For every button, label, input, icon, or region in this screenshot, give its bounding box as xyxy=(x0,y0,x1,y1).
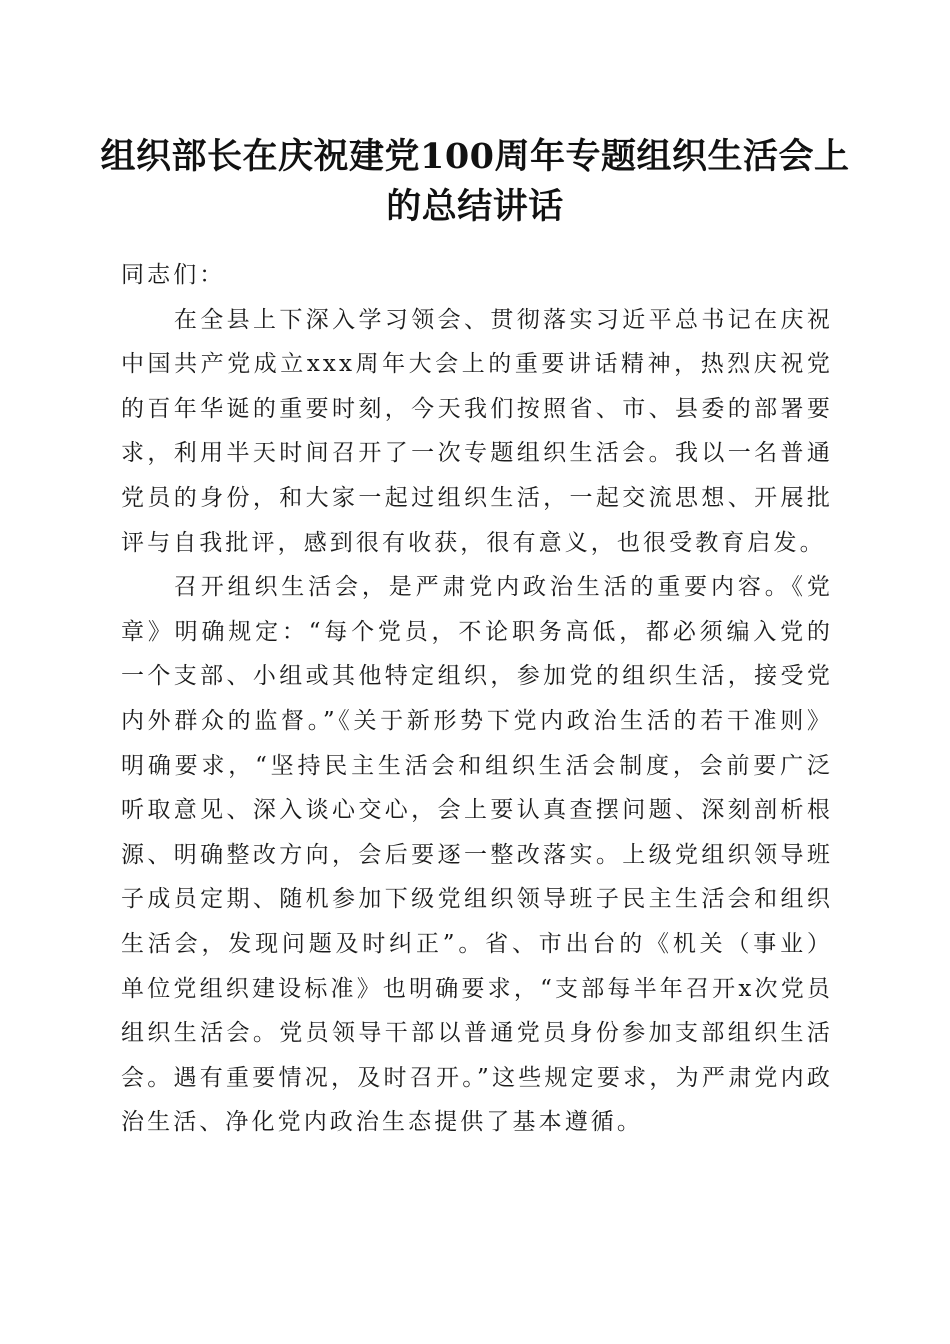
paragraph: 在全县上下深入学习领会、贯彻落实习近平总书记在庆祝中国共产党成立xxx周年大会上的重要讲话精神，热烈庆祝党的百年华诞的重要时刻，今天我们按照省、市、县委的部署要求，利用半天时间召开了一次专题组织生活会。我以一名普通党员的身份，和大家一起过组织生活，一起交流思想、开展批评与自我批评，感到很有收获，很有意义，也很受教育启发。 xyxy=(121,306,833,556)
document-body xyxy=(121,253,833,1145)
document-title: 组织部长在庆祝建党100周年专题组织生活会上的总结讲话 xyxy=(100,136,850,227)
salutation: 同志们： xyxy=(121,262,226,288)
paragraph: 召开组织生活会，是严肃党内政治生活的重要内容。《党章》明确规定：“每个党员，不论职务高低，都必须编入党的一个支部、小组或其他特定组织，参加党的组织生活，接受党内外群众的监督。”《关于新形势下党内政治生活的若干准则》明确要求，“坚持民主生活会和组织生活会制度，会前要广泛听取意见、深入谈心交心，会上要认真查摆问题、深刻剖析根源、明确整改方向，会后要逐一整改落实。上级党组织领导班子成员定期、随机参加下级党组织领导班子民主生活会和组织生活会，发现问题及时纠正”。省、市出台的《机关（事业）单位党组织建设标准》也明确要求，“支部每半年召开x次党员组织生活会。党员领导干部以普通党员身份参加支部组织生活会。遇有重要情况，及时召开。”这些规定要求，为严肃党内政治生活、净化党内政治生态提供了基本遵循。 xyxy=(121,574,833,1136)
